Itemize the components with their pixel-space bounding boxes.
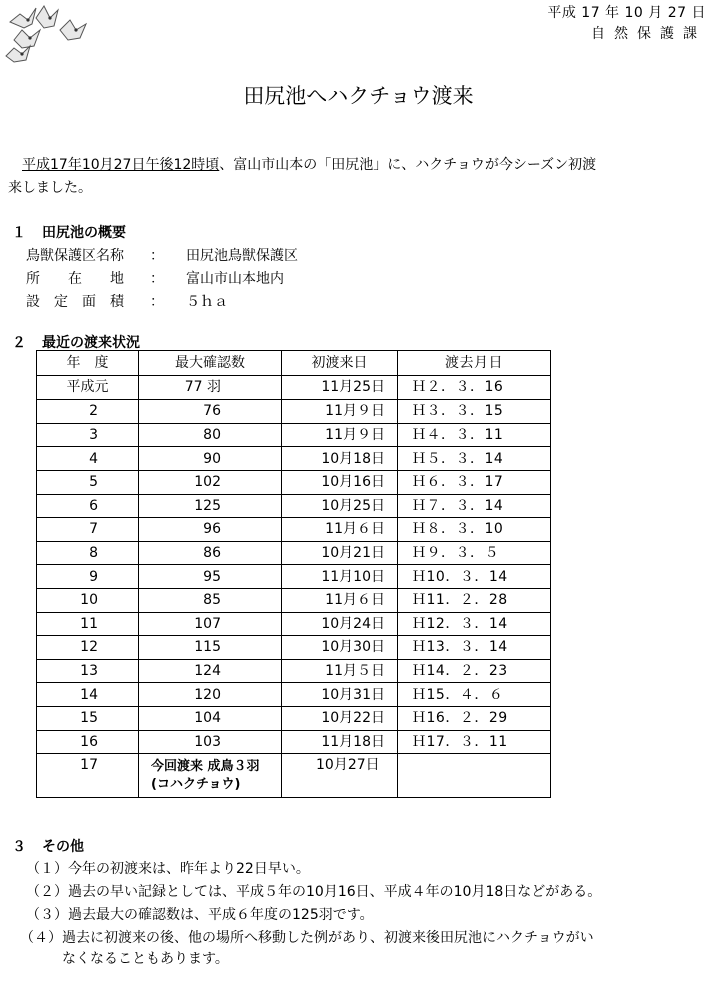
document-date: 平成 17 年 10 月 27 日	[547, 5, 706, 21]
cell-year: 15	[37, 706, 139, 730]
cell-departure: Ｈ13．３．14	[398, 636, 551, 660]
section-1-heading: １ 田尻池の概要	[12, 225, 126, 241]
cell-departure: Ｈ２．３．16	[398, 375, 551, 400]
cell-departure: Ｈ10．３．14	[398, 565, 551, 589]
cell-departure: Ｈ８．３．10	[398, 518, 551, 542]
table-row	[37, 612, 551, 636]
cell-year: 10	[37, 588, 139, 612]
arrival-history-table	[36, 350, 551, 798]
table-header-row	[37, 351, 551, 376]
cell-year: 14	[37, 683, 139, 707]
overview-row-name: 鳥獣保護区名称 ： 田尻池鳥獣保護区	[26, 248, 298, 264]
table-row	[37, 494, 551, 518]
cell-first-arrival: 10月27日	[282, 754, 398, 798]
cell-year: 2	[37, 400, 139, 424]
cell-max-count: 76	[139, 400, 282, 424]
intro-text: 、富山市山本の「田尻池」に、ハクチョウが今シーズン初渡	[219, 157, 597, 173]
cell-year: 平成元	[37, 375, 139, 400]
intro-line-2: 来しました。	[8, 180, 92, 196]
cell-year: 3	[37, 423, 139, 447]
column-header: 年 度	[37, 351, 139, 376]
note-1: （１）今年の初渡来は、昨年より22日早い。	[26, 861, 310, 877]
cell-max-count: 80	[139, 423, 282, 447]
cell-departure: Ｈ15．４．６	[398, 683, 551, 707]
cell-first-arrival: 11月25日	[282, 375, 398, 400]
cell-departure: Ｈ６．３．17	[398, 470, 551, 494]
overview-row-area: 設 定 面 積 ： ５ｈａ	[26, 294, 228, 310]
cell-year: 5	[37, 470, 139, 494]
department-name: 自然保護課	[591, 26, 706, 42]
cell-max-count: 125	[139, 494, 282, 518]
cell-first-arrival: 10月16日	[282, 470, 398, 494]
cell-first-arrival: 10月18日	[282, 447, 398, 471]
cell-max-count: 107	[139, 612, 282, 636]
cell-departure: Ｈ４．３．11	[398, 423, 551, 447]
table-row	[37, 541, 551, 565]
cell-departure	[398, 754, 551, 798]
cell-departure: Ｈ16．２．29	[398, 706, 551, 730]
cell-year: 6	[37, 494, 139, 518]
current-count-line: 今回渡来 成鳥３羽	[151, 759, 260, 775]
cell-max-count: 103	[139, 730, 282, 754]
cell-departure: Ｈ12．３．14	[398, 612, 551, 636]
cell-year: 12	[37, 636, 139, 660]
intro-datetime: 平成17年10月27日午後12時頃	[22, 157, 220, 173]
table-row	[37, 423, 551, 447]
cell-year: 13	[37, 659, 139, 683]
cell-departure: Ｈ９．３．５	[398, 541, 551, 565]
cell-first-arrival: 11月18日	[282, 730, 398, 754]
cell-first-arrival: 10月24日	[282, 612, 398, 636]
cell-departure: Ｈ11．２．28	[398, 588, 551, 612]
current-species-line: (コハクチョウ)	[151, 777, 241, 793]
cell-first-arrival: 10月22日	[282, 706, 398, 730]
cell-max-count: 120	[139, 683, 282, 707]
cell-max-count: 95	[139, 565, 282, 589]
cell-year: 4	[37, 447, 139, 471]
cell-max-count: 77 羽	[139, 375, 282, 400]
cell-departure: Ｈ17．３．11	[398, 730, 551, 754]
cell-departure: Ｈ14．２．23	[398, 659, 551, 683]
note-3: （３）過去最大の確認数は、平成６年度の125羽です。	[26, 907, 374, 923]
overview-row-location: 所 在 地 ： 富山市山本地内	[26, 271, 284, 287]
note-4-line-2: なくなることもあります。	[62, 951, 229, 967]
cell-first-arrival: 11月６日	[282, 518, 398, 542]
cell-first-arrival: 11月５日	[282, 659, 398, 683]
section-3-heading: ３ その他	[12, 839, 84, 855]
cell-first-arrival: 10月30日	[282, 636, 398, 660]
cell-year: 9	[37, 565, 139, 589]
cell-max-count	[139, 754, 282, 798]
column-header: 渡去月日	[398, 351, 551, 376]
cell-first-arrival: 10月25日	[282, 494, 398, 518]
table-row	[37, 659, 551, 683]
column-header: 最大確認数	[139, 351, 282, 376]
table-row	[37, 565, 551, 589]
cell-max-count: 124	[139, 659, 282, 683]
cell-departure: Ｈ３．３．15	[398, 400, 551, 424]
cell-max-count: 90	[139, 447, 282, 471]
cell-year: 8	[37, 541, 139, 565]
cell-first-arrival: 11月10日	[282, 565, 398, 589]
cell-first-arrival: 11月９日	[282, 400, 398, 424]
document-title: 田尻池へハクチョウ渡来	[243, 84, 474, 108]
cell-departure: Ｈ５．３．14	[398, 447, 551, 471]
table-row	[37, 375, 551, 400]
section-2-heading: ２ 最近の渡来状況	[12, 335, 140, 351]
table-row	[37, 636, 551, 660]
table-row	[37, 706, 551, 730]
note-4-line-1: （４）過去に初渡来の後、他の場所へ移動した例があり、初渡来後田尻池にハクチョウがい	[20, 930, 594, 946]
cell-year: 16	[37, 730, 139, 754]
cell-first-arrival: 11月９日	[282, 423, 398, 447]
cell-departure: Ｈ７．３．14	[398, 494, 551, 518]
cell-max-count: 115	[139, 636, 282, 660]
intro-line-1	[22, 154, 596, 174]
cell-year: 11	[37, 612, 139, 636]
cell-max-count: 96	[139, 518, 282, 542]
table-row	[37, 447, 551, 471]
table-row	[37, 588, 551, 612]
note-2: （２）過去の早い記録としては、平成５年の10月16日、平成４年の10月18日などがある。	[26, 884, 602, 900]
table-row	[37, 400, 551, 424]
table-row-current	[37, 754, 551, 798]
table-row	[37, 683, 551, 707]
cell-max-count: 102	[139, 470, 282, 494]
cell-max-count: 85	[139, 588, 282, 612]
swans-illustration	[0, 0, 100, 70]
table-row	[37, 730, 551, 754]
cell-first-arrival: 10月31日	[282, 683, 398, 707]
cell-max-count: 86	[139, 541, 282, 565]
column-header: 初渡来日	[282, 351, 398, 376]
cell-year: 7	[37, 518, 139, 542]
cell-max-count: 104	[139, 706, 282, 730]
cell-first-arrival: 11月６日	[282, 588, 398, 612]
cell-year: 17	[37, 754, 139, 798]
table-row	[37, 518, 551, 542]
table-row	[37, 470, 551, 494]
cell-first-arrival: 10月21日	[282, 541, 398, 565]
